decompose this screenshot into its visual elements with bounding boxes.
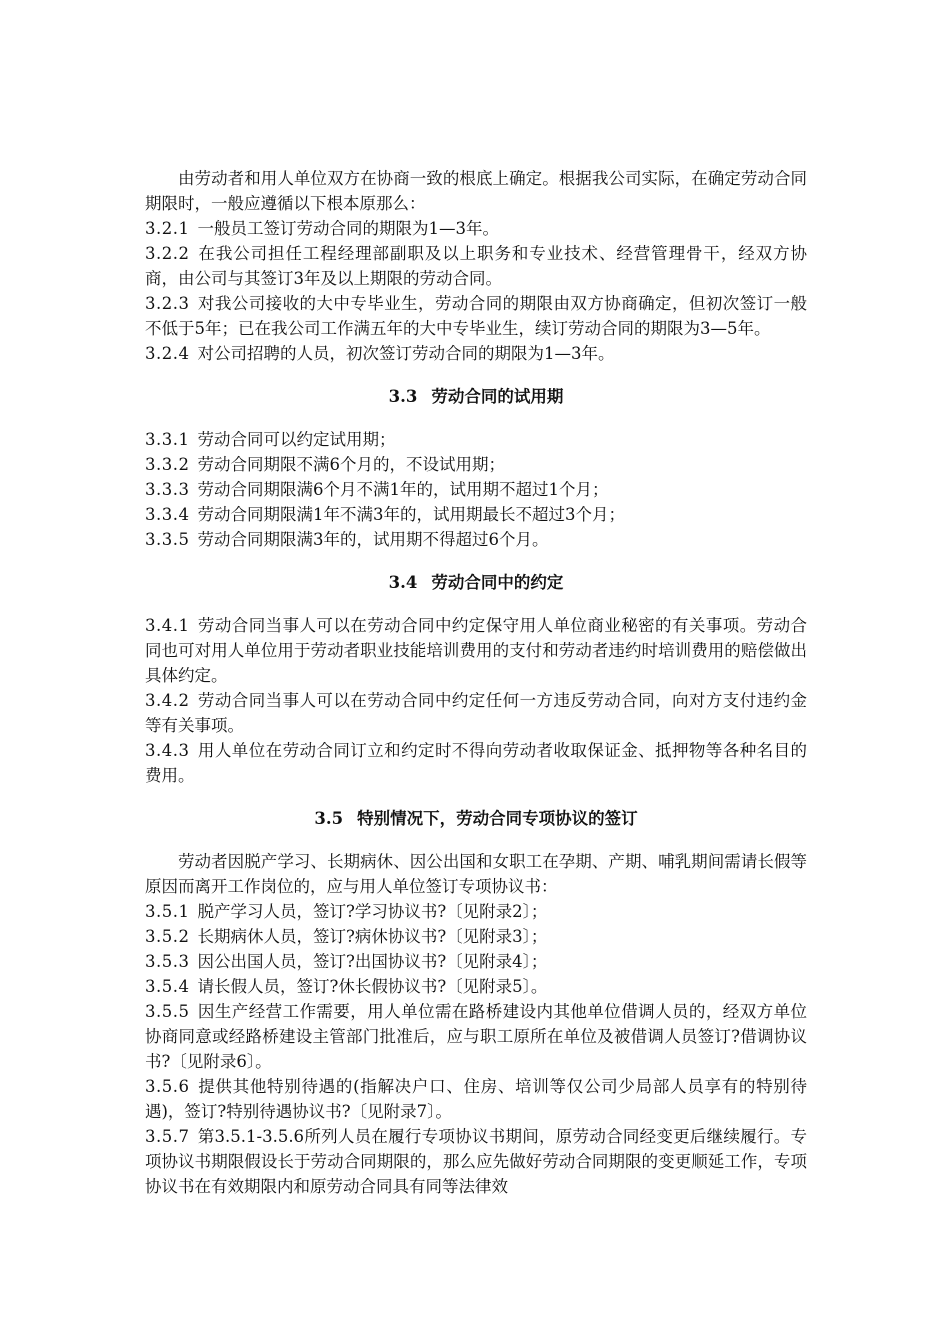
clause-number: 3.5.1	[145, 902, 190, 921]
clause-text: 脱产学习人员，签订?学习协议书?〔见附录2〕；	[197, 902, 548, 921]
clause-text: 因生产经营工作需要，用人单位需在路桥建设内其他单位借调人员的，经双方单位协商同意或经路桥建设主管部门批准后，应与职工原所在单位及被借调人员签订?借调协议书?〔见附录6〕。	[145, 1002, 807, 1071]
clause-3-4-3	[145, 738, 807, 788]
clause-number: 3.3.4	[145, 505, 190, 524]
clause-3-5-7	[145, 1124, 807, 1199]
clause-text: 劳动合同期限满3年的，试用期不得超过6个月。	[197, 530, 549, 549]
clause-3-5-6	[145, 1074, 807, 1124]
clause-text: 请长假人员，签订?休长假协议书?〔见附录5〕。	[197, 977, 548, 996]
clause-text: 对我公司接收的大中专毕业生，劳动合同的期限由双方协商确定，但初次签订一般不低于5年；已在我公司工作满五年的大中专毕业生，续订劳动合同的期限为3—5年。	[145, 294, 807, 338]
section-3-3-body	[145, 427, 807, 552]
clause-text: 对公司招聘的人员，初次签订劳动合同的期限为1—3年。	[197, 344, 615, 363]
clause-3-3-4	[145, 502, 807, 527]
clause-3-4-2	[145, 688, 807, 738]
section-3-4-body	[145, 613, 807, 788]
clause-3-3-5	[145, 527, 807, 552]
clause-3-5-4	[145, 974, 807, 999]
section-heading-3-4	[145, 570, 807, 595]
clause-3-5-2	[145, 924, 807, 949]
heading-number: 3.5	[314, 809, 344, 828]
section-3-5-intro: 劳动者因脱产学习、长期病休、因公出国和女职工在孕期、产期、哺乳期间需请长假等原因而离开工作岗位的，应与用人单位签订专项协议书：	[145, 852, 807, 896]
clause-number: 3.5.4	[145, 977, 190, 996]
clause-number: 3.2.2	[145, 244, 190, 263]
clause-text: 劳动合同期限不满6个月的，不设试用期；	[197, 455, 505, 474]
clause-text: 劳动合同期限满6个月不满1年的，试用期不超过1个月；	[197, 480, 609, 499]
clause-3-4-1	[145, 613, 807, 688]
clause-number: 3.3.2	[145, 455, 190, 474]
clause-number: 3.3.5	[145, 530, 190, 549]
clause-text: 长期病休人员，签订?病休协议书?〔见附录3〕；	[197, 927, 548, 946]
clause-text: 提供其他特别待遇的(指解决户口、住房、培训等仅公司少局部人员享有的特别待遇)，签订?特别待遇协议书?〔见附录7〕。	[145, 1077, 807, 1121]
clause-text: 劳动合同期限满1年不满3年的，试用期最长不超过3个月；	[197, 505, 625, 524]
section-3-5-body	[145, 849, 807, 1199]
section-heading-3-5	[145, 806, 807, 831]
clause-text: 在我公司担任工程经理部副职及以上职务和专业技术、经营管理骨干，经双方协商，由公司与其签订3年及以上期限的劳动合同。	[145, 244, 807, 288]
clause-number: 3.2.1	[145, 219, 190, 238]
clause-number: 3.2.4	[145, 344, 190, 363]
clause-number: 3.2.3	[145, 294, 190, 313]
heading-number: 3.4	[388, 573, 418, 592]
clause-3-2-2	[145, 241, 807, 291]
clause-number: 3.5.5	[145, 1002, 190, 1021]
clause-text: 因公出国人员，签订?出国协议书?〔见附录4〕；	[197, 952, 548, 971]
clause-number: 3.3.3	[145, 480, 190, 499]
clause-3-2-4	[145, 341, 807, 366]
clause-3-5-1	[145, 899, 807, 924]
clause-number: 3.4.3	[145, 741, 190, 760]
clause-text: 一般员工签订劳动合同的期限为1—3年。	[197, 219, 499, 238]
clause-number: 3.5.3	[145, 952, 190, 971]
clause-number: 3.4.1	[145, 616, 190, 635]
heading-text: 特别情况下，劳动合同专项协议的签订	[357, 809, 638, 828]
clause-number: 3.5.2	[145, 927, 190, 946]
clause-text: 劳动合同当事人可以在劳动合同中约定保守用人单位商业秘密的有关事项。劳动合同也可对用人单位用于劳动者职业技能培训费用的支付和劳动者违约时培训费用的赔偿做出具体约定。	[145, 616, 807, 685]
heading-number: 3.3	[388, 387, 418, 406]
clause-3-2-1	[145, 216, 807, 241]
clause-3-3-1	[145, 427, 807, 452]
clause-number: 3.4.2	[145, 691, 190, 710]
document-page	[145, 166, 807, 1199]
clause-text: 劳动合同可以约定试用期；	[197, 430, 396, 449]
clause-3-5-3	[145, 949, 807, 974]
heading-text: 劳动合同的试用期	[431, 387, 564, 406]
clause-number: 3.5.6	[145, 1077, 190, 1096]
clause-3-5-5	[145, 999, 807, 1074]
clause-number: 3.5.7	[145, 1127, 190, 1146]
clause-text: 劳动合同当事人可以在劳动合同中约定任何一方违反劳动合同，向对方支付违约金等有关事项。	[145, 691, 807, 735]
clause-3-2-3	[145, 291, 807, 341]
clause-3-3-3	[145, 477, 807, 502]
heading-text: 劳动合同中的约定	[431, 573, 564, 592]
clause-text: 用人单位在劳动合同订立和约定时不得向劳动者收取保证金、抵押物等各种名目的费用。	[145, 741, 807, 785]
clause-text: 第3.5.1-3.5.6所列人员在履行专项协议书期间，原劳动合同经变更后继续履行。专项协议书期限假设长于劳动合同期限的，那么应先做好劳动合同期限的变更顺延工作，专项协议书在有效期限内和原劳动合同具有同等法律效	[145, 1127, 807, 1196]
section-heading-3-3	[145, 384, 807, 409]
clause-number: 3.3.1	[145, 430, 190, 449]
clause-3-3-2	[145, 452, 807, 477]
intro-paragraph: 由劳动者和用人单位双方在协商一致的根底上确定。根据我公司实际，在确定劳动合同期限时，一般应遵循以下根本原那么：	[145, 169, 807, 213]
